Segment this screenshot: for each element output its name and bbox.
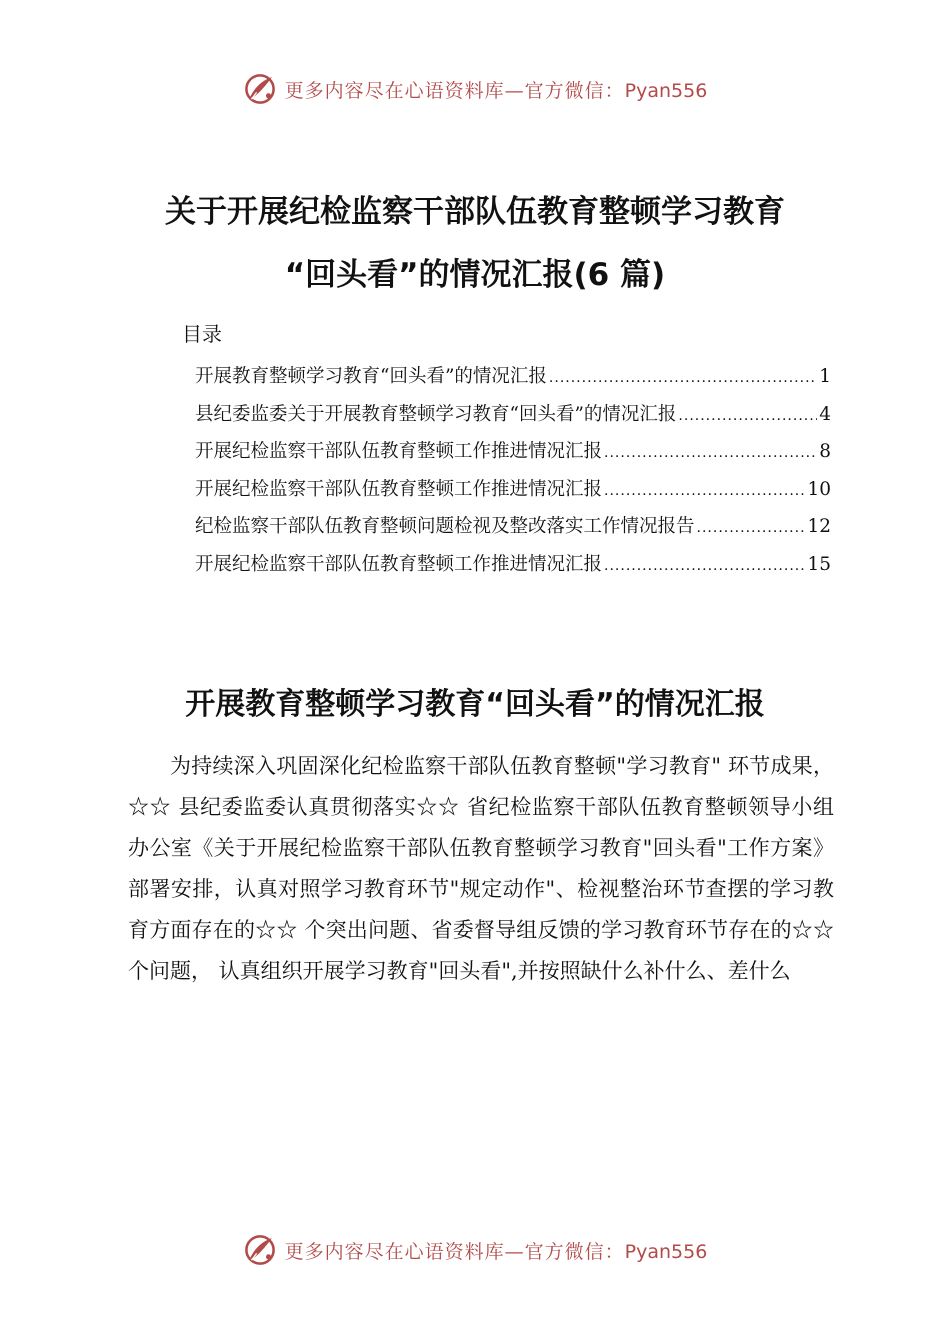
watermark-wechat-id: Pyan556 [624, 79, 708, 102]
toc-page-number: 8 [819, 441, 831, 462]
toc-page-number: 15 [807, 553, 831, 575]
toc-dot-leader [604, 558, 805, 574]
toc-page-number: 10 [807, 478, 831, 500]
watermark-footer [0, 1233, 950, 1267]
quill-pen-logo-icon [243, 1233, 277, 1267]
toc-dot-leader [549, 370, 817, 386]
toc-entry-title: 开展纪检监察干部队伍教育整顿工作推进情况汇报 [195, 478, 603, 500]
document-title-line-2: “回头看”的情况汇报(6 篇) [284, 257, 666, 293]
document-title-line-1: 关于开展纪检监察干部队伍教育整顿学习教育 [165, 194, 785, 230]
toc-entry-title: 县纪委监委关于开展教育整顿学习教育“回头看”的情况汇报 [195, 403, 677, 425]
toc-entry[interactable] [195, 362, 831, 400]
table-of-contents [195, 362, 831, 587]
toc-entry-title: 开展教育整顿学习教育“回头看”的情况汇报 [195, 366, 547, 387]
toc-entry-title: 开展纪检监察干部队伍教育整顿工作推进情况汇报 [195, 553, 603, 575]
toc-entry-title: 纪检监察干部队伍教育整顿问题检视及整改落实工作情况报告 [195, 516, 695, 537]
watermark-header [0, 72, 950, 106]
watermark-text: 更多内容尽在心语资料库—官方微信：Pyan556 [284, 79, 708, 102]
toc-dot-leader [604, 483, 805, 499]
section-title: 开展教育整顿学习教育“回头看”的情况汇报 [185, 687, 765, 722]
toc-page-number: 12 [807, 516, 831, 537]
watermark-text: 更多内容尽在心语资料库—官方微信：Pyan556 [284, 1240, 708, 1263]
toc-entry[interactable] [195, 475, 831, 513]
toc-entry[interactable] [195, 550, 831, 588]
watermark-wechat-id: Pyan556 [624, 1240, 708, 1263]
toc-dot-leader [697, 520, 806, 536]
section-body-paragraph: 为持续深入巩固深化纪检监察干部队伍教育整顿"学习教育" 环节成果，☆☆ 县纪委监委认真贯彻落实☆☆ 省纪检监察干部队伍教育整顿领导小组办公室《关于开展纪检监察干部队伍教育整顿学习教育"回头看"工作方案》部署安排，认真对照学习教育环节"规定动作"、检视整治环节查摆的学习教育方面存在的☆☆ 个突出问题、省委督导组反馈的学习教育环节存在的☆☆ 个问题， 认真组织开展学习教育"回头看",并按照缺什么补什么、差什么 [128, 754, 834, 983]
toc-entry[interactable] [195, 512, 831, 550]
toc-heading: 目录 [182, 322, 222, 346]
toc-page-number: 4 [819, 403, 831, 425]
toc-entry[interactable] [195, 437, 831, 475]
quill-pen-logo-icon [243, 72, 277, 106]
toc-dot-leader [678, 408, 817, 424]
toc-page-number: 1 [819, 366, 831, 387]
toc-dot-leader [604, 445, 817, 461]
toc-entry-title: 开展纪检监察干部队伍教育整顿工作推进情况汇报 [195, 441, 603, 462]
toc-entry[interactable] [195, 400, 831, 438]
